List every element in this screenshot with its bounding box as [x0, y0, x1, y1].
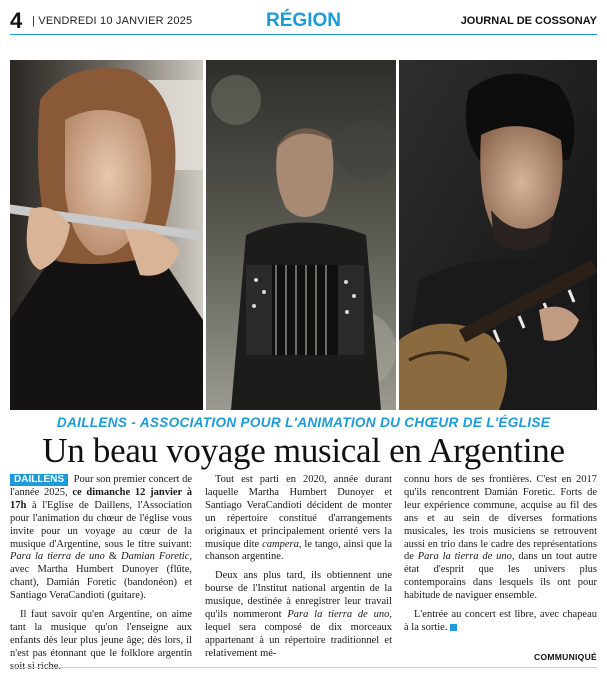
section-title: RÉGION [266, 10, 341, 31]
photo-flute-player [10, 60, 203, 410]
paragraph: DAILLENS Pour son premier concert de l'année 2025, ce dimanche 12 janvier à 17h à l'Eglise de Daillens, l'Association pour l'animation du chœur de l'église vous invite pour un voyage au cœur de la musique d'Argentine, sous le titre suivant: Para la tierra de uno & Damian Foretic, avec Martha Humbert Dunoyer (flûte, chant), Damián Foretic (bandonéon) et Santiago VeraCandioti (guitare). [10, 474, 193, 602]
photo-guitar-player [399, 60, 597, 410]
article-column-1 [10, 474, 192, 680]
article-column-2 [205, 474, 392, 667]
article-column-3 [404, 474, 597, 641]
paragraph: Il faut savoir qu'en Argentine, on aime tant la musique qu'on l'enseigne aux enfants dès leur plus jeune âge; dès lors, il n'est pas étonnant que le folklore argentin [10, 609, 192, 659]
paragraph: Deux ans plus tard, ils obtiennent une bourse de l'Institut national argentin de la musique, destinée à enregistrer leur travail qu'ils nommeront Para la tierra de uno, lequel sera composé de dix morceaux appartenant à un répertoire traditionnel et relativement mé- [205, 570, 392, 659]
issue-date: | VENDREDI 10 JANVIER 2025 [32, 15, 193, 27]
paragraph: connu hors de ses frontières. C'est en 2017 qu'ils rencontrent Damián Foretic. Forts de leur expérience commune, acquise au fil des ans et au sein de diverses formations musicales, les trois musiciens se retrouvent aussi en trio dans le cadre des représentations de Para la tierra de uno, dans un tout autre état d'esprit que les univers plus contemporains dans lesquels ils ont pour habitude de naviguer ensemble. [404, 474, 597, 602]
page-number: 4 [10, 8, 23, 33]
divider [10, 667, 597, 668]
page-header [10, 10, 597, 35]
article-headline: Un beau voyage musical en Argentine [42, 431, 565, 470]
paragraph: L'entrée au concert est libre, avec chapeau à la sortie. [404, 609, 597, 633]
end-mark-icon [450, 624, 457, 631]
article-kicker: DAILLENS - ASSOCIATION POUR L'ANIMATION DU CHŒUR DE L'ÉGLISE [56, 415, 551, 430]
paragraph: Tout est parti en 2020, année durant laquelle Martha Humbert Dunoyer et Santiago VeraCandioti décident de monter un répertoire constitué d'arrangements originaux et principalement orienté vers la musique dite campera, le tango, ainsi que la chanson argentine. [205, 474, 393, 563]
location-tag: DAILLENS [10, 474, 68, 486]
article-signature: COMMUNIQUÉ [534, 652, 597, 662]
photo-bandoneon-player [206, 60, 396, 410]
publication-name: JOURNAL DE COSSONAY [460, 15, 597, 27]
